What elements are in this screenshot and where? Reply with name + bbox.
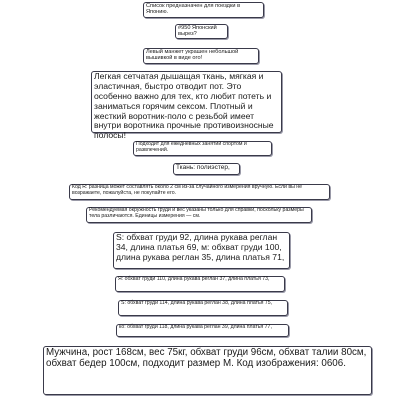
note-measurement-code: Код R: разница может составлять около 2 см из-за случайного измерения вручную. Если вы не возражаете, пожалуйста, не покупайте его. bbox=[69, 184, 330, 200]
size-chart-xxl: ко: обхват груди 118, длина рукава реглан 39, длина платья 77, bbox=[116, 324, 289, 337]
note-japanese-neckline: #950 Японский вырез? bbox=[175, 24, 228, 39]
note-fabric-polyester: Ткань: полиэстер, bbox=[173, 163, 240, 175]
size-chart-xl: S: обхват груди 114, длина рукава реглан 38, длина платья 75, bbox=[118, 300, 288, 316]
size-chart-l: Я: обхват груди 110, длина рукава реглан 37, длина платья 73, bbox=[115, 276, 285, 292]
note-size-reference: Рекомендуемая окружность груди и вес указаны только для справки, поскольку размеры тела различаются. Единицы измерения — см. bbox=[86, 207, 312, 223]
note-trip-list: Список предназначен для поездки в Японию. bbox=[143, 2, 264, 18]
note-cuff-embroidery: Левый манжет украшен небольшой вышивкой в виде ого! bbox=[143, 48, 259, 64]
size-chart-s-m: S: обхват груди 92, длина рукава реглан 34, длина платья 69, м: обхват груди 100, длина рукава реглан 35, длина платья 71, bbox=[113, 232, 290, 269]
note-fabric-description: Легкая сетчатая дышащая ткань, мягкая и эластичная, быстро отводит пот. Это особенно важно для тех, кто любит потеть и заниматься горячим сексом. Плотный и жесткий воротник-поло с резьбой имеет внутри воротника прочные противоизносные полосы! bbox=[91, 71, 282, 133]
note-everyday-sports: Подходит для ежедневных занятий спортом и развлечений. bbox=[133, 141, 272, 156]
model-info: Мужчина, рост 168см, вес 75кг, обхват груди 96см, обхват талии 80см, обхват бедер 100см, подходит размер M. Код изображения: 0606. bbox=[43, 346, 372, 395]
